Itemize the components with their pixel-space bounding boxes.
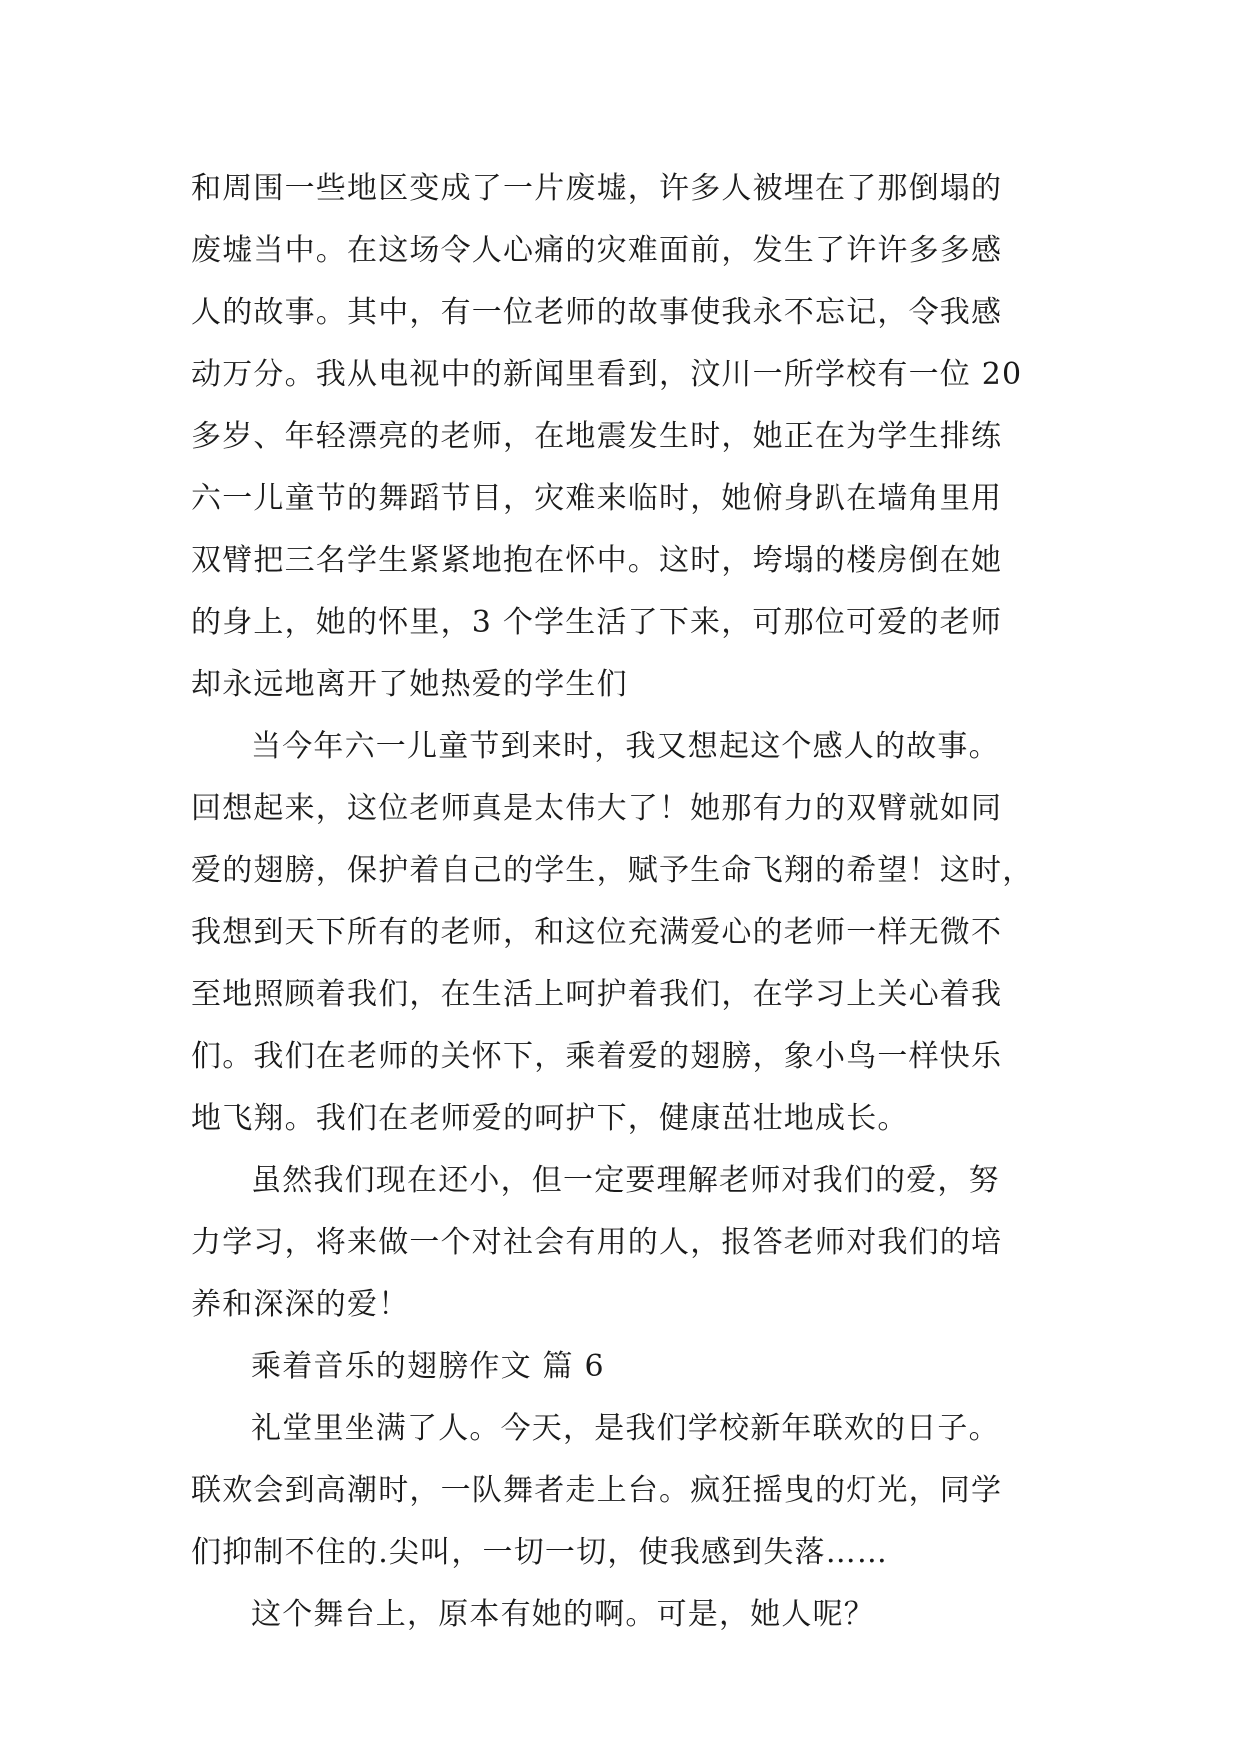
- text-line: 和周围一些地区变成了一片废墟，许多人被埋在了那倒塌的: [191, 171, 1003, 206]
- paragraph-start-line: 当今年六一儿童节到来时，我又想起这个感人的故事。: [251, 729, 1000, 764]
- text-line: 地飞翔。我们在老师爱的呵护下，健康茁壮地成长。: [191, 1101, 909, 1136]
- text-line: 动万分。我从电视中的新闻里看到，汶川一所学校有一位 20: [191, 357, 1023, 392]
- body-text: [191, 158, 1071, 1646]
- section-heading: 乘着音乐的翅膀作文 篇 6: [251, 1349, 605, 1384]
- text-line: 们抑制不住的.尖叫，一切一切，使我感到失落……: [191, 1535, 889, 1570]
- text-line: 至地照顾着我们，在生活上呵护着我们，在学习上关心着我: [191, 977, 1003, 1012]
- text-line: 养和深深的爱！: [191, 1287, 410, 1322]
- text-line: 我想到天下所有的老师，和这位充满爱心的老师一样无微不: [191, 915, 1003, 950]
- text-line: 的身上，她的怀里，3 个学生活了下来，可那位可爱的老师: [191, 605, 1003, 640]
- text-line: 双臂把三名学生紧紧地抱在怀中。这时，垮塌的楼房倒在她: [191, 543, 1003, 578]
- text-line: 回想起来，这位老师真是太伟大了！她那有力的双臂就如同: [191, 791, 1003, 826]
- text-line: 力学习，将来做一个对社会有用的人，报答老师对我们的培: [191, 1225, 1003, 1260]
- text-line: 废墟当中。在这场令人心痛的灾难面前，发生了许许多多感: [191, 233, 1003, 268]
- text-line: 联欢会到高潮时，一队舞者走上台。疯狂摇曳的灯光，同学: [191, 1473, 1003, 1508]
- text-line: 人的故事。其中，有一位老师的故事使我永不忘记，令我感: [191, 295, 1003, 330]
- text-line: 多岁、年轻漂亮的老师，在地震发生时，她正在为学生排练: [191, 419, 1003, 454]
- text-line: 六一儿童节的舞蹈节目，灾难来临时，她俯身趴在墙角里用: [191, 481, 1003, 516]
- paragraph-start-line: 虽然我们现在还小，但一定要理解老师对我们的爱，努: [251, 1163, 1000, 1198]
- paragraph-start-line: 礼堂里坐满了人。今天，是我们学校新年联欢的日子。: [251, 1411, 1000, 1446]
- paragraph-start-line: 这个舞台上，原本有她的啊。可是，她人呢？: [251, 1597, 875, 1632]
- text-line: 们。我们在老师的关怀下，乘着爱的翅膀，象小鸟一样快乐: [191, 1039, 1003, 1074]
- text-line: 爱的翅膀，保护着自己的学生，赋予生命飞翔的希望！这时，: [191, 853, 1034, 888]
- text-line: 却永远地离开了她热爱的学生们: [191, 667, 628, 702]
